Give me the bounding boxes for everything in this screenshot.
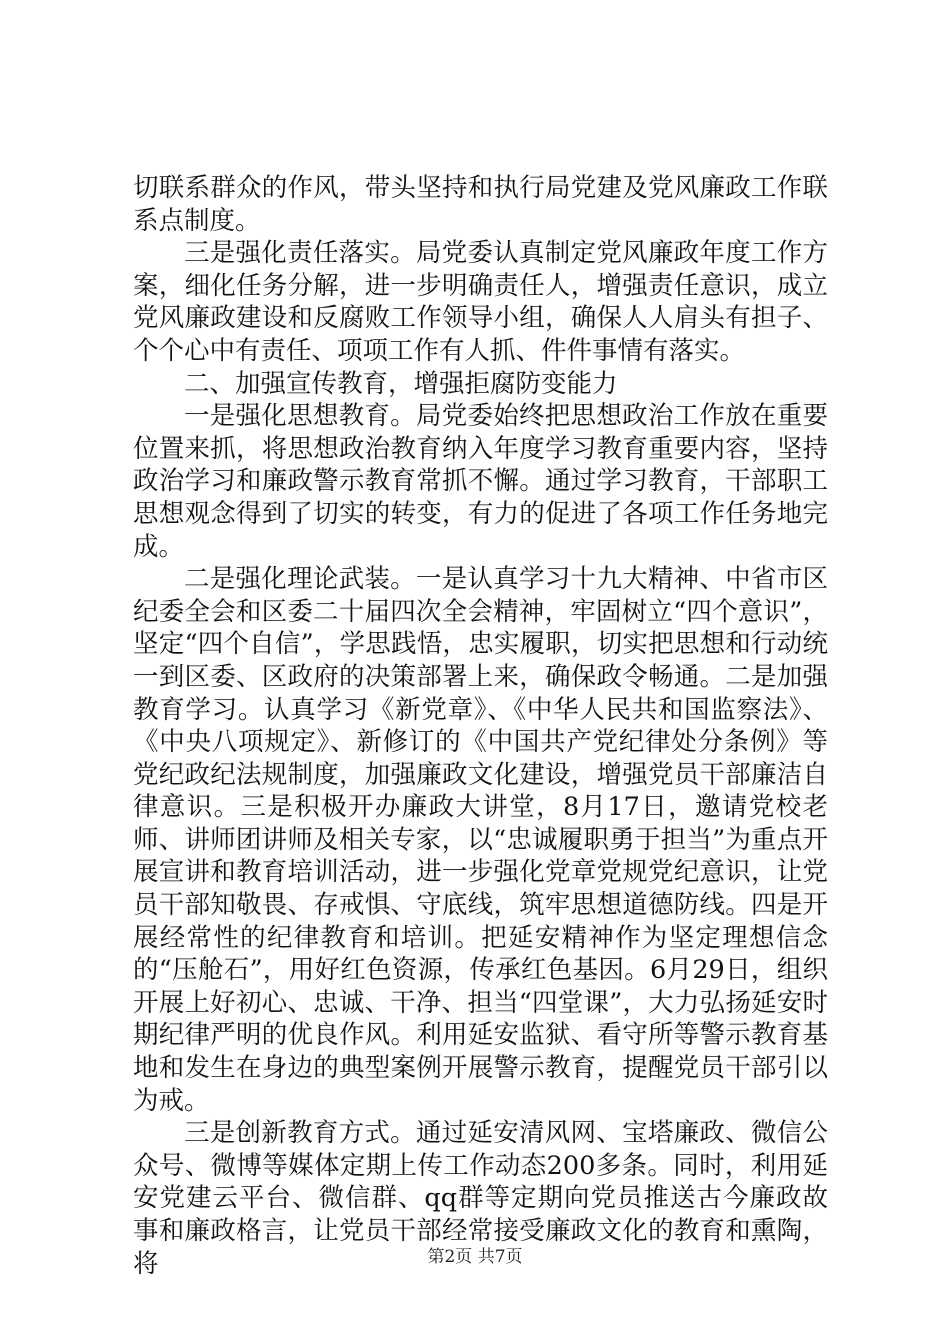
paragraph: 三是强化责任落实。局党委认真制定党风廉政年度工作方案，细化任务分解，进一步明确责任人，增强责任意识，成立党风廉政建设和反腐败工作领导小组，确保人人肩头有担子、个个心中有责任、项项工作有人抓、件件事情有落实。 [133, 238, 828, 366]
section-heading: 二、加强宣传教育，增强拒腐防变能力 [184, 368, 618, 399]
body-text [133, 172, 828, 1280]
paragraph: 二是强化理论武装。一是认真学习十九大精神、中省市区纪委全会和区委二十届四次全会精神，牢固树立“四个意识”，坚定“四个自信”，学思践悟，忠实履职，切实把思想和行动统一到区委、区政府的决策部署上来，确保政令畅通。二是加强教育学习。认真学习《新党章》、《中华人民共和国监察法》、《中央八项规定》、新修订的《中国共产党纪律处分条例》等党纪政纪法规制度，加强廉政文化建设，增强党员干部廉洁自律意识。三是积极开办廉政大讲堂，8月17日，邀请党校老师、讲师团讲师及相关专家，以“忠诚履职勇于担当”为重点开展宣讲和教育培训活动，进一步强化党章党规党纪意识，让党员干部知敬畏、存戒惧、守底线，筑牢思想道德防线。四是开展经常性的纪律教育和培训。把延安精神作为坚定理想信念的“压舱石”，用好红色资源，传承红色基因。6月29日，组织开展上好初心、忠诚、干净、担当“四堂课”，大力弘扬延安时期纪律严明的优良作风。利用延安监狱、看守所等警示教育基地和发生在身边的典型案例开展警示教育，提醒党员干部引以为戒。 [133, 564, 828, 1116]
paragraph: 三是创新教育方式。通过延安清风网、宝塔廉政、微信公众号、微博等媒体定期上传工作动态200多条。同时，利用延安党建云平台、微信群、qq群等定期向党员推送古今廉政故事和廉政格言，让党员干部经常接受廉政文化的教育和熏陶，将 [133, 1118, 828, 1279]
page-footer: 第2页 共7页 [427, 1247, 523, 1267]
paragraph: 切联系群众的作风，带头坚持和执行局党建及党风廉政工作联系点制度。 [133, 173, 828, 236]
paragraph: 一是强化思想教育。局党委始终把思想政治工作放在重要位置来抓，将思想政治教育纳入年度学习教育重要内容，坚持政治学习和廉政警示教育常抓不懈。通过学习教育，干部职工思想观念得到了切实的转变，有力的促进了各项工作任务地完成。 [133, 401, 828, 562]
